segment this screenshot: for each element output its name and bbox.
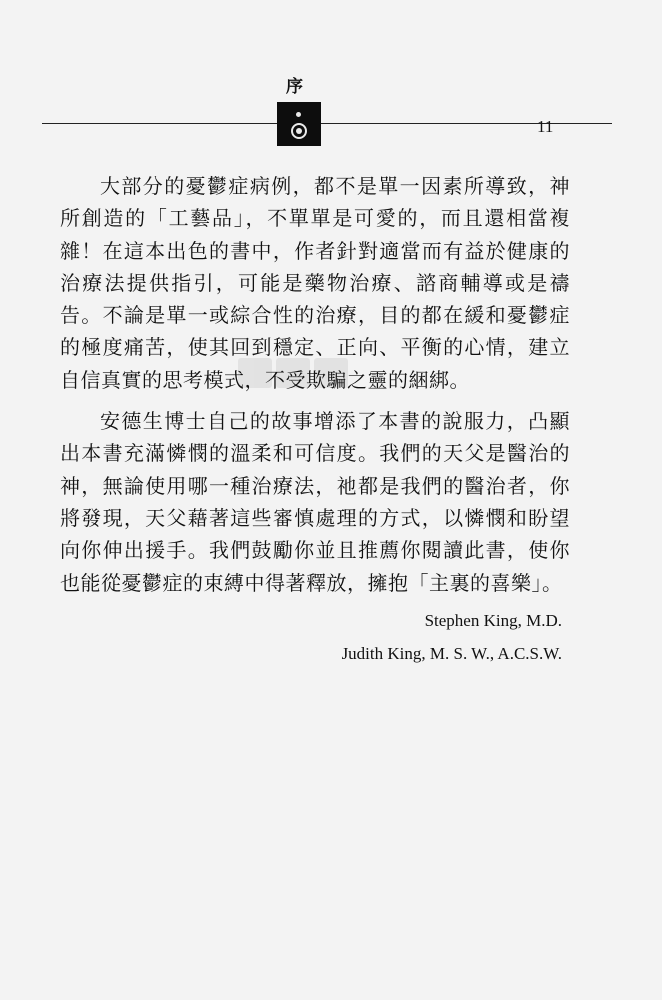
body-text	[60, 170, 570, 599]
emblem-ring-center	[296, 128, 302, 134]
emblem-ring	[291, 123, 307, 139]
signature-judith-king: Judith King, M. S. W., A.C.S.W.	[341, 644, 562, 663]
header-rule	[42, 123, 612, 124]
emblem-dot	[296, 112, 301, 117]
chapter-title: 序	[286, 77, 304, 97]
page-number: 11	[537, 117, 554, 136]
ornament-emblem-icon	[277, 102, 321, 146]
signature-stephen-king: Stephen King, M.D.	[424, 611, 562, 630]
paragraph-1: 大部分的憂鬱症病例，都不是單一因素所導致，神所創造的「工藝品」，不單單是可愛的，而且還相當複雜！在這本出色的書中，作者針對適當而有益於健康的治療法提供指引，可能是藥物治療、諮商輔導或是禱告。不論是單一或綜合性的治療，目的都在緩和憂鬱症的極度痛苦，使其回到穩定、正向、平衡的心情，建立自信真實的思考模式，不受欺騙之靈的綑綁。	[60, 174, 570, 392]
paragraph-2: 安德生博士自己的故事增添了本書的說服力，凸顯出本書充滿憐憫的溫柔和可信度。我們的天父是醫治的神，無論使用哪一種治療法，祂都是我們的醫治者，你將發現，天父藉著這些審慎處理的方式，以憐憫和盼望向你伸出援手。我們鼓勵你並且推薦你閱讀此書，使你也能從憂鬱症的束縛中得著釋放，擁抱「主裏的喜樂」。	[60, 409, 570, 595]
page-header	[0, 0, 662, 150]
